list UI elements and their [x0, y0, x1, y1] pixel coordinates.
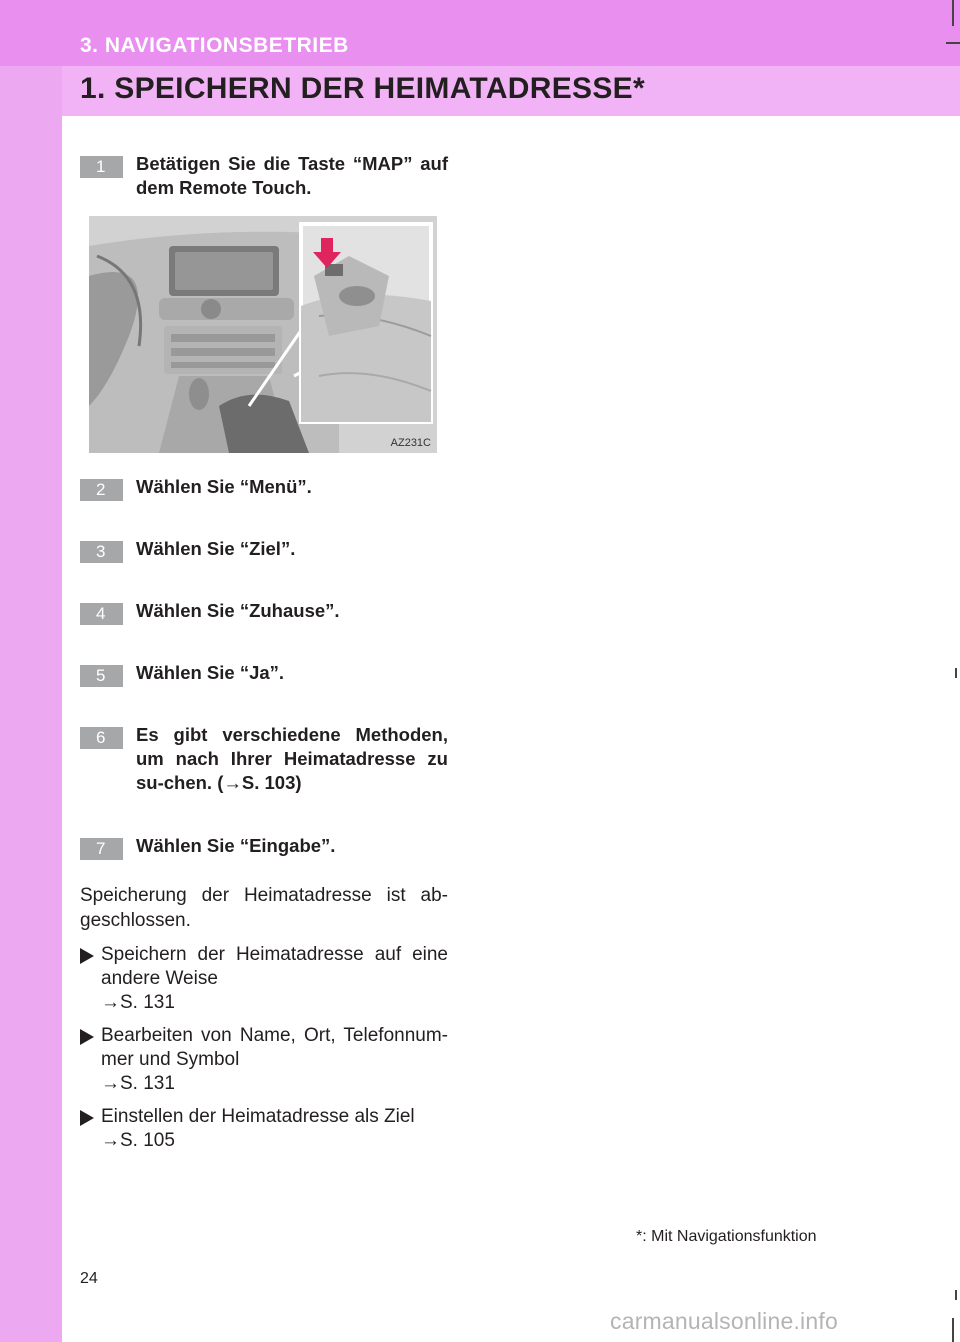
step-number-badge: 4 — [80, 603, 123, 625]
step-number-badge: 2 — [80, 479, 123, 501]
step-number-badge: 6 — [80, 727, 123, 749]
left-margin-bar — [0, 0, 62, 1342]
completion-text: Speicherung der Heimatadresse ist ab-geschlossen. — [80, 885, 448, 931]
triangle-bullet-icon — [80, 948, 94, 964]
step-number-badge: 5 — [80, 665, 123, 687]
page-title: 1. SPEICHERN DER HEIMATADRESSE* — [80, 72, 645, 105]
triangle-bullet-icon — [80, 1110, 94, 1126]
step-instruction: Betätigen Sie die Taste “MAP” auf dem Remote Touch. — [136, 153, 448, 198]
section-label: 3. NAVIGATIONSBETRIEB — [80, 34, 349, 57]
step-number-badge: 7 — [80, 838, 123, 860]
step-number-badge: 3 — [80, 541, 123, 563]
step-number-badge: 1 — [80, 156, 123, 178]
illustration-code: AZ231C — [390, 437, 431, 449]
reference-item — [80, 943, 448, 1015]
triangle-bullet-icon — [80, 1029, 94, 1045]
step-instruction: Wählen Sie “Ziel”. — [136, 538, 296, 559]
car-interior-remote-touch-illustration — [89, 216, 437, 453]
watermark: carmanualsonline.info — [610, 1308, 838, 1334]
footnote: *: Mit Navigationsfunktion — [636, 1228, 817, 1245]
car-interior-illustration — [89, 216, 437, 453]
page-reference-link[interactable]: →S. 105 — [101, 1130, 175, 1151]
step-instruction: Wählen Sie “Menü”. — [136, 476, 312, 497]
step-instruction: Wählen Sie “Zuhause”. — [136, 600, 340, 621]
page-reference-link[interactable]: →S. 131 — [101, 992, 175, 1013]
page-number: 24 — [80, 1270, 98, 1287]
step-instruction: Wählen Sie “Eingabe”. — [136, 835, 336, 856]
step-instruction: Wählen Sie “Ja”. — [136, 662, 285, 683]
crop-mark — [952, 1318, 954, 1342]
reference-item — [80, 1105, 448, 1153]
reference-text: Einstellen der Heimatadresse als Ziel — [101, 1106, 415, 1127]
crop-mark — [955, 668, 957, 678]
step-instruction: Es gibt verschiedene Methoden, um nach Ihrer Heimatadresse zu su-chen. (→S. 103) — [136, 724, 448, 793]
reference-item — [80, 1024, 448, 1096]
reference-text: Bearbeiten von Name, Ort, Telefonnum-mer und Symbol — [101, 1025, 448, 1070]
crop-mark — [946, 42, 960, 44]
crop-mark — [952, 0, 954, 26]
crop-mark — [955, 1290, 957, 1300]
reference-text: Speichern der Heimatadresse auf eine andere Weise — [101, 944, 448, 989]
page-reference-link[interactable]: →S. 131 — [101, 1073, 175, 1094]
